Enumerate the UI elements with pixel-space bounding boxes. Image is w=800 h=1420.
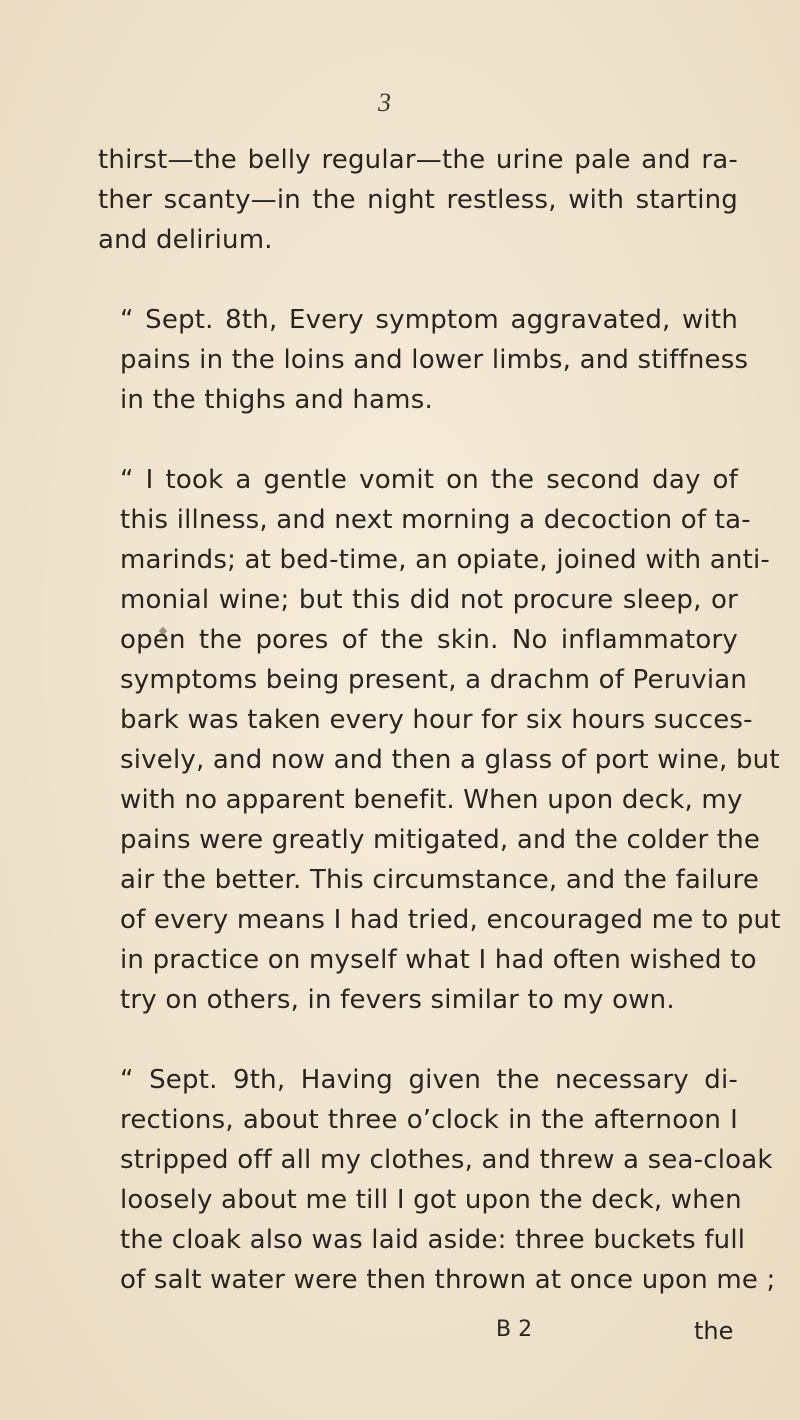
text-line: and delirium. — [98, 225, 273, 255]
text-line: “ Sept. 9th, Having given the necessary di- — [120, 1065, 738, 1095]
text-line: marinds; at bed-time, an opiate, joined with anti- — [120, 545, 770, 575]
text-line: “ I took a gentle vomit on the second day of — [120, 465, 738, 495]
paragraph-3 — [98, 460, 781, 1020]
text-line: symptoms being present, a drachm of Peruvian — [120, 665, 748, 695]
text-line: ther scanty—in the night restless, with starting — [98, 185, 738, 215]
text-line: pains in the loins and lower limbs, and stiffness — [120, 345, 749, 375]
text-line: pains were greatly mitigated, and the colder the — [120, 825, 761, 855]
page-footer — [0, 1317, 800, 1357]
text-line: air the better. This circumstance, and the failure — [120, 865, 760, 895]
text-line: in practice on myself what I had often wished to — [120, 945, 757, 975]
paragraph-1 — [98, 140, 738, 260]
text-line: of every means I had tried, encouraged me to put — [120, 905, 781, 935]
catchword: the — [694, 1317, 734, 1345]
text-line: the cloak also was laid aside: three buckets full — [120, 1225, 746, 1255]
text-line: try on others, in fevers similar to my own. — [120, 985, 675, 1015]
text-line: of salt water were then thrown at once upon me ; — [120, 1265, 776, 1295]
paragraph-4 — [98, 1060, 776, 1300]
text-line: stripped off all my clothes, and threw a sea-cloak — [120, 1145, 773, 1175]
text-line: thirst—the belly regular—the urine pale and ra- — [98, 145, 738, 175]
body-text — [98, 140, 781, 1340]
text-line: “ Sept. 8th, Every symptom aggravated, with — [120, 305, 738, 335]
text-line: rections, about three o’clock in the afternoon I — [120, 1105, 738, 1135]
text-line: open the pores of the skin. No inflammatory — [120, 625, 738, 655]
signature-mark: B 2 — [496, 1317, 533, 1342]
paragraph-2 — [98, 300, 749, 420]
text-line: monial wine; but this did not procure sleep, or — [120, 585, 738, 615]
text-line: with no apparent benefit. When upon deck, my — [120, 785, 743, 815]
text-line: loosely about me till I got upon the deck, when — [120, 1185, 742, 1215]
text-line: sively, and now and then a glass of port wine, but — [120, 745, 780, 775]
page-number: 3 — [378, 88, 391, 117]
text-line: in the thighs and hams. — [120, 385, 433, 415]
text-line: this illness, and next morning a decoction of ta- — [120, 505, 751, 535]
text-line: bark was taken every hour for six hours succes- — [120, 705, 753, 735]
